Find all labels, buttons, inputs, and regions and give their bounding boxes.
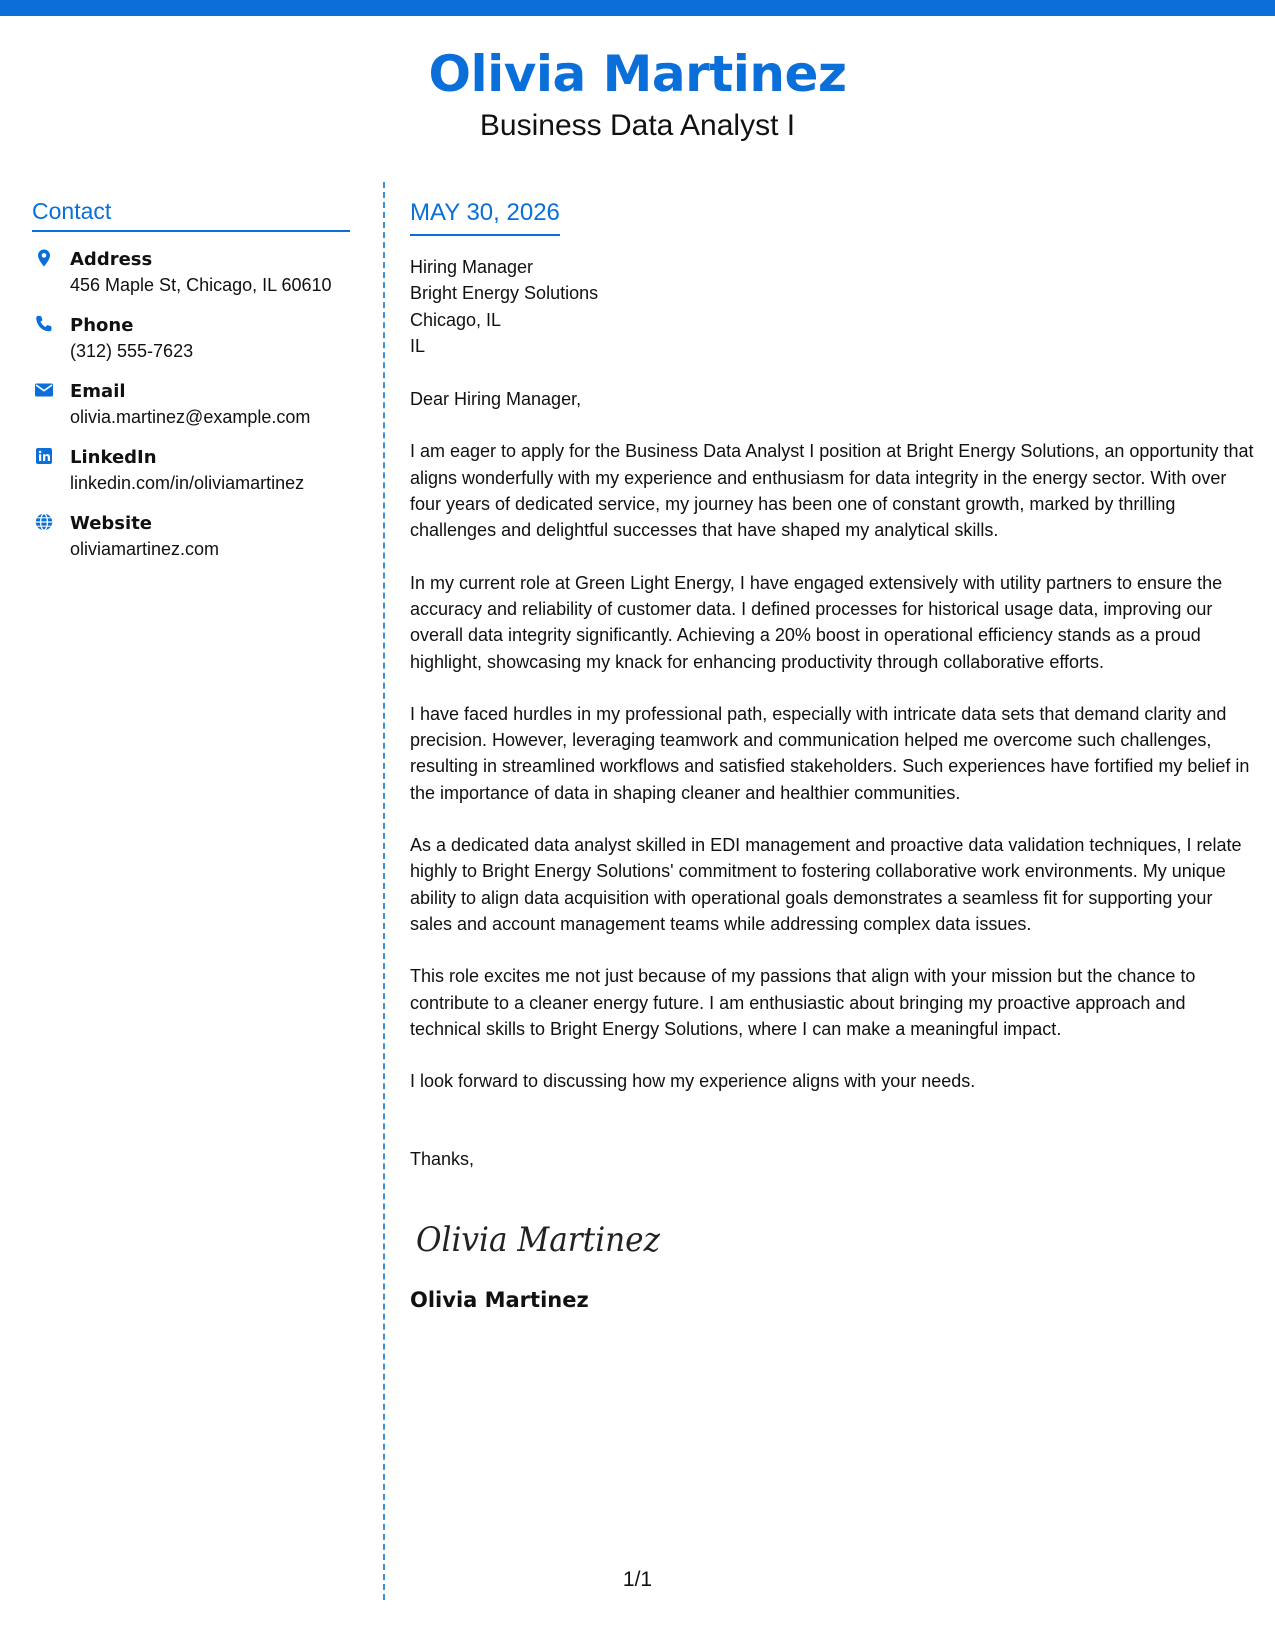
contact-label: Address: [70, 249, 153, 270]
header: [0, 40, 1275, 144]
contact-label: LinkedIn: [70, 447, 157, 468]
letter-paragraph: This role excites me not just because of my passions that align with your mission but the chance to contribute to a cleaner energy future. I am enthusiastic about bringing my proactive approach and technical skills to Bright Energy Solutions, where I can make a meaningful impact.: [410, 966, 1196, 1039]
envelope-icon: [34, 380, 54, 400]
contact-sidebar: [32, 196, 350, 562]
contact-label: Phone: [70, 315, 134, 336]
letter-body: [410, 196, 1255, 1314]
globe-icon: [34, 512, 54, 532]
contact-value: (312) 555-7623: [70, 341, 194, 361]
column-divider: [383, 182, 385, 1600]
contact-label: Email: [70, 381, 126, 402]
phone-icon: [34, 314, 54, 334]
recipient-line: Bright Energy Solutions: [410, 283, 599, 304]
recipient-line: IL: [410, 335, 426, 356]
greeting: Dear Hiring Manager,: [410, 389, 582, 410]
contact-email: [32, 379, 350, 430]
letter-paragraph: I am eager to apply for the Business Data Analyst I position at Bright Energy Solutions, an opportunity that aligns wonderfully with my experience and enthusiasm for data integrity in the energy sector. With over four years of dedicated service, my journey has been one of constant growth, marked by thrilling challenges and delightful successes that have shaped my analytical skills.: [410, 441, 1254, 541]
contact-website: [32, 511, 350, 562]
signer-name: Olivia Martinez: [410, 1287, 589, 1312]
top-accent-bar: [0, 0, 1275, 16]
letter-date: MAY 30, 2026: [410, 196, 560, 236]
recipient-line: Chicago, IL: [410, 309, 502, 330]
job-title: Business Data Analyst I: [479, 109, 796, 142]
contact-phone: [32, 313, 350, 364]
contact-value: oliviamartinez.com: [70, 539, 220, 559]
handwritten-signature: [410, 1207, 670, 1267]
letter-paragraph: As a dedicated data analyst skilled in EDI management and proactive data validation techniques, I relate highly to Bright Energy Solutions' commitment to fostering collaborative work environments. My unique ability to align data acquisition with operational goals demonstrates a seamless fit for supporting your sales and account management teams while addressing complex data issues.: [410, 835, 1242, 934]
contact-value: linkedin.com/in/oliviamartinez: [70, 473, 305, 493]
contact-heading: Contact: [32, 196, 350, 232]
page-number: 1/1: [622, 1568, 653, 1591]
contact-value: olivia.martinez@example.com: [70, 407, 311, 427]
candidate-name: Olivia Martinez: [428, 45, 847, 103]
location-pin-icon: [34, 248, 54, 268]
letter-paragraph: In my current role at Green Light Energy, I have engaged extensively with utility partners to ensure the accuracy and reliability of customer data. I defined processes for historical usage data, improving our overall data integrity significantly. Achieving a 20% boost in operational efficiency stands as a proud highlight, showcasing my knack for enhancing productivity through collaborative efforts.: [410, 572, 1223, 672]
contact-linkedin: [32, 445, 350, 496]
contact-address: [32, 247, 350, 298]
contact-value: 456 Maple St, Chicago, IL 60610: [70, 275, 332, 295]
linkedin-icon: [34, 446, 54, 466]
recipient-block: [410, 254, 1255, 359]
contact-label: Website: [70, 513, 153, 534]
recipient-line: Hiring Manager: [410, 257, 534, 277]
letter-paragraph: I have faced hurdles in my professional path, especially with intricate data sets that demand clarity and precision. However, leveraging teamwork and communication helped me overcome such challenges, resulting in streamlined workflows and satisfied stakeholders. Such experiences have fortified my belief in the importance of data in shaping cleaner and healthier communities.: [410, 703, 1250, 803]
letter-paragraph: I look forward to discussing how my experience aligns with your needs.: [410, 1071, 976, 1092]
signature-text: Olivia Martinez: [416, 1219, 661, 1260]
closing: Thanks,: [410, 1149, 475, 1170]
